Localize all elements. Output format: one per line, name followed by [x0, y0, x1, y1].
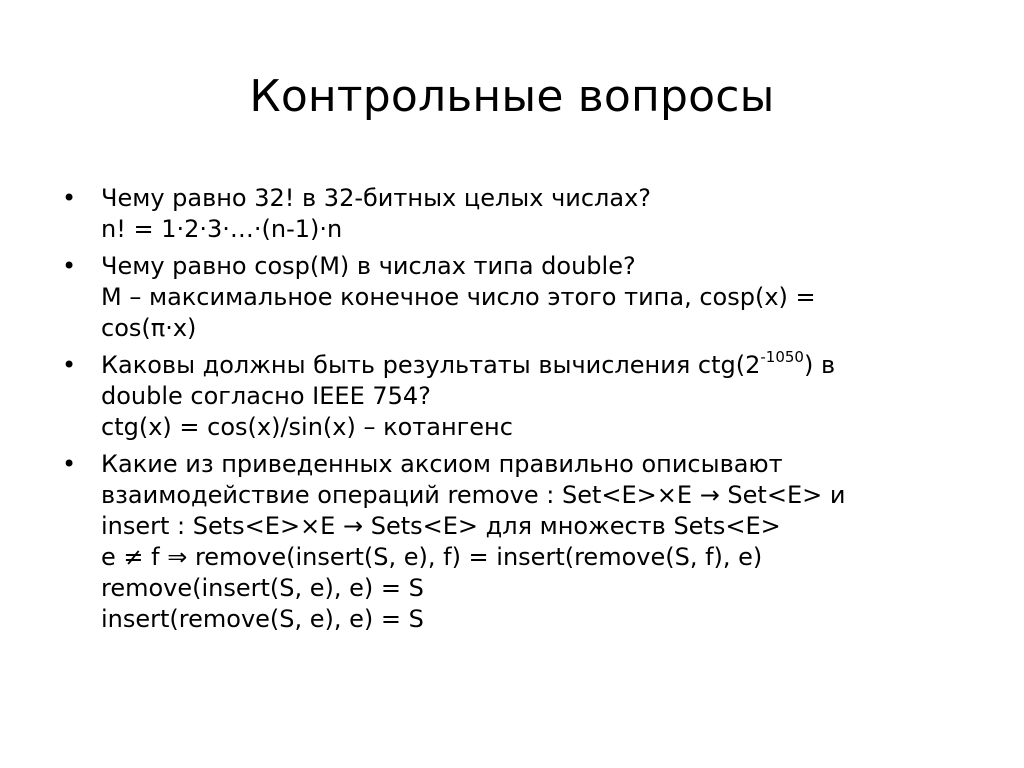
bullet-item-3	[62, 350, 992, 443]
exponent: -1050	[760, 348, 804, 366]
bullet-4-line-6: insert(remove(S, e), e) = S	[101, 605, 424, 633]
bullet-4-line-4: e ≠ f ⇒ remove(insert(S, e), f) = insert(remove(S, f), e)	[101, 543, 763, 571]
bullet-item-4	[62, 449, 992, 635]
bullet-1-line-1: Чему равно 32! в 32-битных целых числах?	[101, 184, 652, 212]
bullet-dot-icon: •	[62, 351, 77, 379]
bullet-dot-icon: •	[62, 450, 77, 478]
bullet-3-line-1	[101, 350, 992, 381]
bullet-dot-icon: •	[62, 184, 77, 212]
bullet-item-2	[62, 251, 992, 344]
slide-title: Контрольные вопросы	[249, 71, 775, 122]
bullet-2-line-1: Чему равно cosp(M) в числах типа double?	[101, 252, 636, 280]
bullet-3-line-2: double согласно IEEE 754?	[101, 382, 431, 410]
bullet-4-line-5: remove(insert(S, e), e) = S	[101, 574, 424, 602]
bullet-4-line-2: взаимодействие операций remove : Set<E>×E → Set<E> и	[101, 481, 846, 509]
bullet-3-line-1-prefix: Каковы должны быть результаты вычисления ctg(2	[101, 351, 761, 379]
bullet-4-line-1: Какие из приведенных аксиом правильно описывают	[101, 450, 783, 478]
bullet-4-line-3: insert : Sets<E>×E → Sets<E> для множеств Sets<E>	[101, 512, 781, 540]
bullet-list	[62, 183, 992, 641]
bullet-dot-icon: •	[62, 252, 77, 280]
bullet-3-line-1-suffix: ) в	[803, 351, 836, 379]
bullet-3-line-3: ctg(x) = cos(x)/sin(x) – котангенс	[101, 413, 513, 441]
bullet-2-line-2: M – максимальное конечное число этого типа, cosp(x) =	[101, 283, 816, 311]
bullet-1-line-2: n! = 1·2·3·…·(n-1)·n	[101, 215, 343, 243]
bullet-2-line-3: cos(π·x)	[101, 314, 197, 342]
bullet-item-1	[62, 183, 992, 245]
